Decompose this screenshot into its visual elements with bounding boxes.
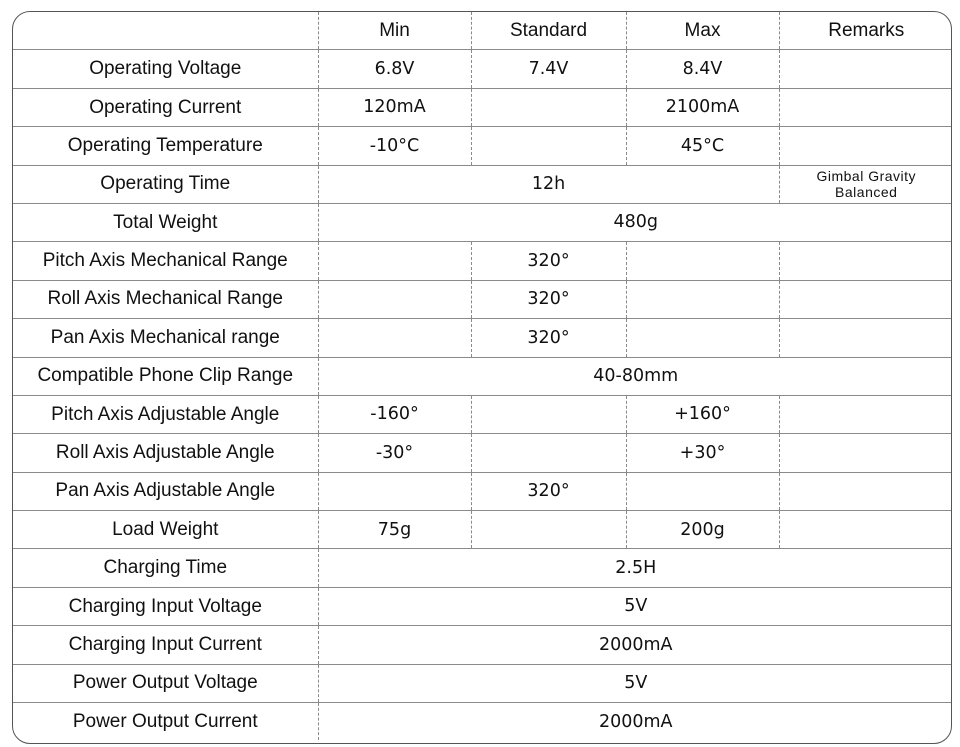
- param-label: Load Weight: [13, 511, 318, 549]
- param-label: Compatible Phone Clip Range: [13, 357, 318, 395]
- standard-value: 320°: [471, 319, 626, 357]
- min-value: [318, 280, 471, 318]
- header-max: Max: [626, 12, 779, 50]
- max-value: +30°: [626, 434, 779, 472]
- table-row: [13, 50, 952, 88]
- standard-value: [471, 434, 626, 472]
- param-label: Operating Voltage: [13, 50, 318, 88]
- spanned-value: 2.5H: [318, 549, 952, 587]
- standard-value: 320°: [471, 242, 626, 280]
- max-value: 2100mA: [626, 88, 779, 126]
- max-value: 8.4V: [626, 50, 779, 88]
- param-label: Operating Current: [13, 88, 318, 126]
- max-value: 200g: [626, 511, 779, 549]
- remark-value: [779, 88, 952, 126]
- spec-table-frame: [12, 11, 952, 744]
- param-label: Charging Input Current: [13, 626, 318, 664]
- table-row: [13, 626, 952, 664]
- table-row: [13, 664, 952, 702]
- standard-value: 320°: [471, 472, 626, 510]
- param-label: Pitch Axis Mechanical Range: [13, 242, 318, 280]
- spanned-value: 40-80mm: [318, 357, 952, 395]
- min-value: 6.8V: [318, 50, 471, 88]
- max-value: +160°: [626, 395, 779, 433]
- remark-value: [779, 511, 952, 549]
- table-row: [13, 357, 952, 395]
- table-row: [13, 472, 952, 510]
- max-value: [626, 280, 779, 318]
- max-value: [626, 242, 779, 280]
- table-row: [13, 703, 952, 741]
- table-row: [13, 434, 952, 472]
- table-row: [13, 511, 952, 549]
- param-label: Charging Time: [13, 549, 318, 587]
- min-value: [318, 242, 471, 280]
- min-value: 120mA: [318, 88, 471, 126]
- param-label: Operating Temperature: [13, 127, 318, 165]
- max-value: [626, 472, 779, 510]
- table-row: [13, 549, 952, 587]
- remark-value: [779, 50, 952, 88]
- param-label: Charging Input Voltage: [13, 587, 318, 625]
- remark-value: [779, 242, 952, 280]
- param-label: Total Weight: [13, 203, 318, 241]
- remark-line-2: Balanced: [835, 184, 898, 201]
- min-value: 75g: [318, 511, 471, 549]
- table-row: [13, 203, 952, 241]
- header-parameter: [13, 12, 318, 50]
- param-label: Operating Time: [13, 165, 318, 203]
- table-row: [13, 319, 952, 357]
- standard-value: 7.4V: [471, 50, 626, 88]
- header-min: Min: [318, 12, 471, 50]
- table-row: [13, 165, 952, 203]
- standard-value: [471, 88, 626, 126]
- param-label: Power Output Current: [13, 703, 318, 741]
- standard-value: [471, 395, 626, 433]
- min-value: -30°: [318, 434, 471, 472]
- remark-value: [779, 395, 952, 433]
- spanned-value: 480g: [318, 203, 952, 241]
- spanned-value: 2000mA: [318, 703, 952, 741]
- table-row: [13, 88, 952, 126]
- min-value: [318, 319, 471, 357]
- standard-value: 320°: [471, 280, 626, 318]
- spanned-value: 12h: [318, 165, 779, 203]
- remark-value: [779, 165, 952, 203]
- table-row: [13, 127, 952, 165]
- max-value: [626, 319, 779, 357]
- param-label: Pan Axis Adjustable Angle: [13, 472, 318, 510]
- remark-value: [779, 434, 952, 472]
- table-header-row: [13, 12, 952, 50]
- header-remarks: Remarks: [779, 12, 952, 50]
- max-value: 45°C: [626, 127, 779, 165]
- standard-value: [471, 127, 626, 165]
- remark-value: [779, 280, 952, 318]
- table-row: [13, 587, 952, 625]
- standard-value: [471, 511, 626, 549]
- min-value: -10°C: [318, 127, 471, 165]
- remark-value: [779, 319, 952, 357]
- min-value: [318, 472, 471, 510]
- spanned-value: 5V: [318, 664, 952, 702]
- table-row: [13, 395, 952, 433]
- param-label: Roll Axis Mechanical Range: [13, 280, 318, 318]
- specifications-table: [13, 12, 952, 740]
- param-label: Roll Axis Adjustable Angle: [13, 434, 318, 472]
- remark-value: [779, 472, 952, 510]
- header-standard: Standard: [471, 12, 626, 50]
- param-label: Pitch Axis Adjustable Angle: [13, 395, 318, 433]
- param-label: Pan Axis Mechanical range: [13, 319, 318, 357]
- remark-value: [779, 127, 952, 165]
- param-label: Power Output Voltage: [13, 664, 318, 702]
- table-row: [13, 242, 952, 280]
- remark-line-1: Gimbal Gravity: [816, 168, 917, 185]
- table-row: [13, 280, 952, 318]
- min-value: -160°: [318, 395, 471, 433]
- spanned-value: 2000mA: [318, 626, 952, 664]
- spanned-value: 5V: [318, 587, 952, 625]
